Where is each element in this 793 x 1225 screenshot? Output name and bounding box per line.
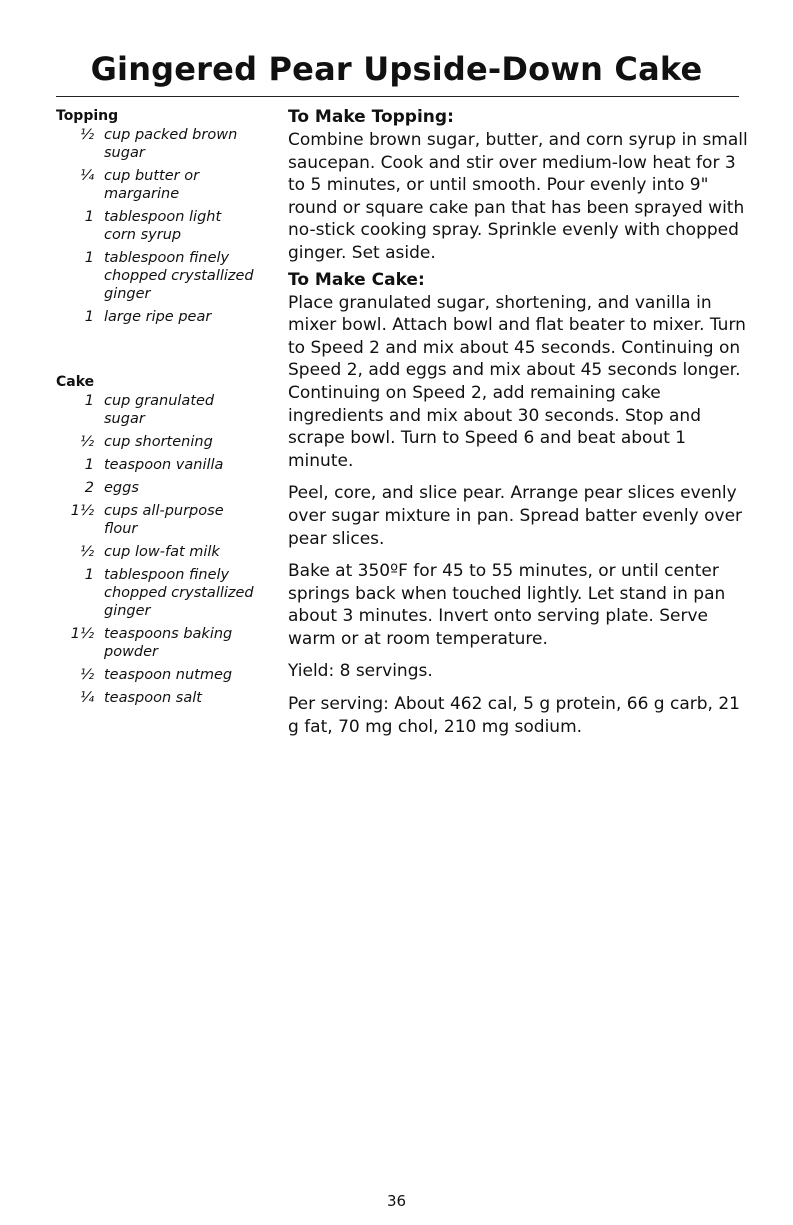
ingredient-item (56, 167, 256, 203)
yield-text: Yield: 8 servings. (288, 661, 433, 682)
ingredient-quantity: 1 (84, 250, 94, 266)
ingredient-quantity: ¼ (79, 168, 94, 184)
bake-directions-text: Bake at 350ºF for 45 to 55 minutes, or until center springs back when touched lightly. Let stand in pan about 3 minutes. Invert onto serving plate. Serve warm or at room temperature. (288, 561, 726, 649)
ingredient-item (56, 625, 256, 661)
ingredient-text: teaspoon vanilla (104, 457, 224, 473)
cake-heading: Cake (56, 374, 95, 390)
ingredient-item (56, 249, 256, 303)
ingredient-text: teaspoon nutmeg (104, 667, 233, 683)
ingredient-quantity: ¼ (79, 690, 94, 706)
ingredient-item (56, 126, 256, 162)
ingredient-item (56, 392, 256, 428)
ingredient-text: cup low-fat milk (104, 544, 220, 560)
ingredient-text: cup shortening (104, 434, 213, 450)
ingredient-text: cup butter or margarine (104, 168, 200, 202)
ingredient-item (56, 666, 256, 684)
ingredient-quantity: ½ (79, 544, 94, 560)
ingredient-text: tablespoon finely chopped crystallized ginger (104, 567, 254, 619)
cake-directions-heading: To Make Cake: (288, 269, 425, 290)
page-number: 36 (386, 1192, 407, 1210)
ingredient-item (56, 689, 256, 707)
topping-ingredient-list (56, 126, 256, 326)
ingredient-item (56, 433, 256, 451)
ingredient-quantity: 2 (84, 480, 94, 496)
ingredient-text: cup granulated sugar (104, 393, 215, 427)
ingredient-item (56, 479, 256, 497)
ingredient-quantity: 1 (84, 209, 94, 225)
ingredient-quantity: 1½ (70, 503, 94, 519)
ingredient-quantity: 1 (84, 393, 94, 409)
ingredient-item (56, 566, 256, 620)
ingredient-text: eggs (104, 480, 139, 496)
cake-ingredient-list (56, 392, 256, 707)
ingredient-quantity: ½ (79, 434, 94, 450)
pear-directions-text: Peel, core, and slice pear. Arrange pear slices evenly over sugar mixture in pan. Spread batter evenly over pear slices. (288, 483, 743, 549)
page-title: Gingered Pear Upside-Down Cake (90, 50, 703, 88)
nutrition-text: Per serving: About 462 cal, 5 g protein, 66 g carb, 21 g fat, 70 mg chol, 210 mg sodium. (288, 694, 740, 737)
ingredient-quantity: ½ (79, 127, 94, 143)
ingredient-quantity: 1½ (70, 626, 94, 642)
topping-directions-heading: To Make Topping: (288, 107, 454, 127)
ingredient-item (56, 456, 256, 474)
ingredient-item (56, 208, 256, 244)
ingredient-text: teaspoons baking powder (104, 626, 233, 660)
ingredient-text: tablespoon finely chopped crystallized ginger (104, 250, 254, 302)
ingredient-text: cups all-purpose flour (104, 503, 224, 537)
ingredients-column (56, 106, 256, 712)
cake-directions-text: Place granulated sugar, shortening, and vanilla in mixer bowl. Attach bowl and flat beater to mixer. Turn to Speed 2 and mix about 45 seconds. Continuing on Speed 2, add eggs and mix about 45 seconds longer. Continuing on Speed 2, add remaining cake ingredients and mix about 30 seconds. Stop and scrape bowl. Turn to Speed 6 and beat about 1 minute. (288, 292, 746, 471)
directions-column (288, 106, 748, 748)
ingredient-text: large ripe pear (104, 309, 212, 325)
ingredient-text: cup packed brown sugar (104, 127, 238, 161)
ingredient-quantity: 1 (84, 309, 94, 325)
ingredient-item (56, 502, 256, 538)
ingredient-quantity: 1 (84, 457, 94, 473)
topping-directions-text: Combine brown sugar, butter, and corn syrup in small saucepan. Cook and stir over medium-low heat for 3 to 5 minutes, or until smooth. Pour evenly into 9" round or square cake pan that has been sprayed with no-stick cooking spray. Sprinkle evenly with chopped ginger. Set aside. (288, 130, 748, 263)
ingredient-quantity: 1 (84, 567, 94, 583)
ingredient-item (56, 543, 256, 561)
title-divider (56, 96, 739, 97)
ingredient-item (56, 308, 256, 326)
topping-heading: Topping (56, 108, 119, 124)
ingredient-quantity: ½ (79, 667, 94, 683)
ingredient-text: tablespoon light corn syrup (104, 209, 222, 243)
ingredient-text: teaspoon salt (104, 690, 202, 706)
